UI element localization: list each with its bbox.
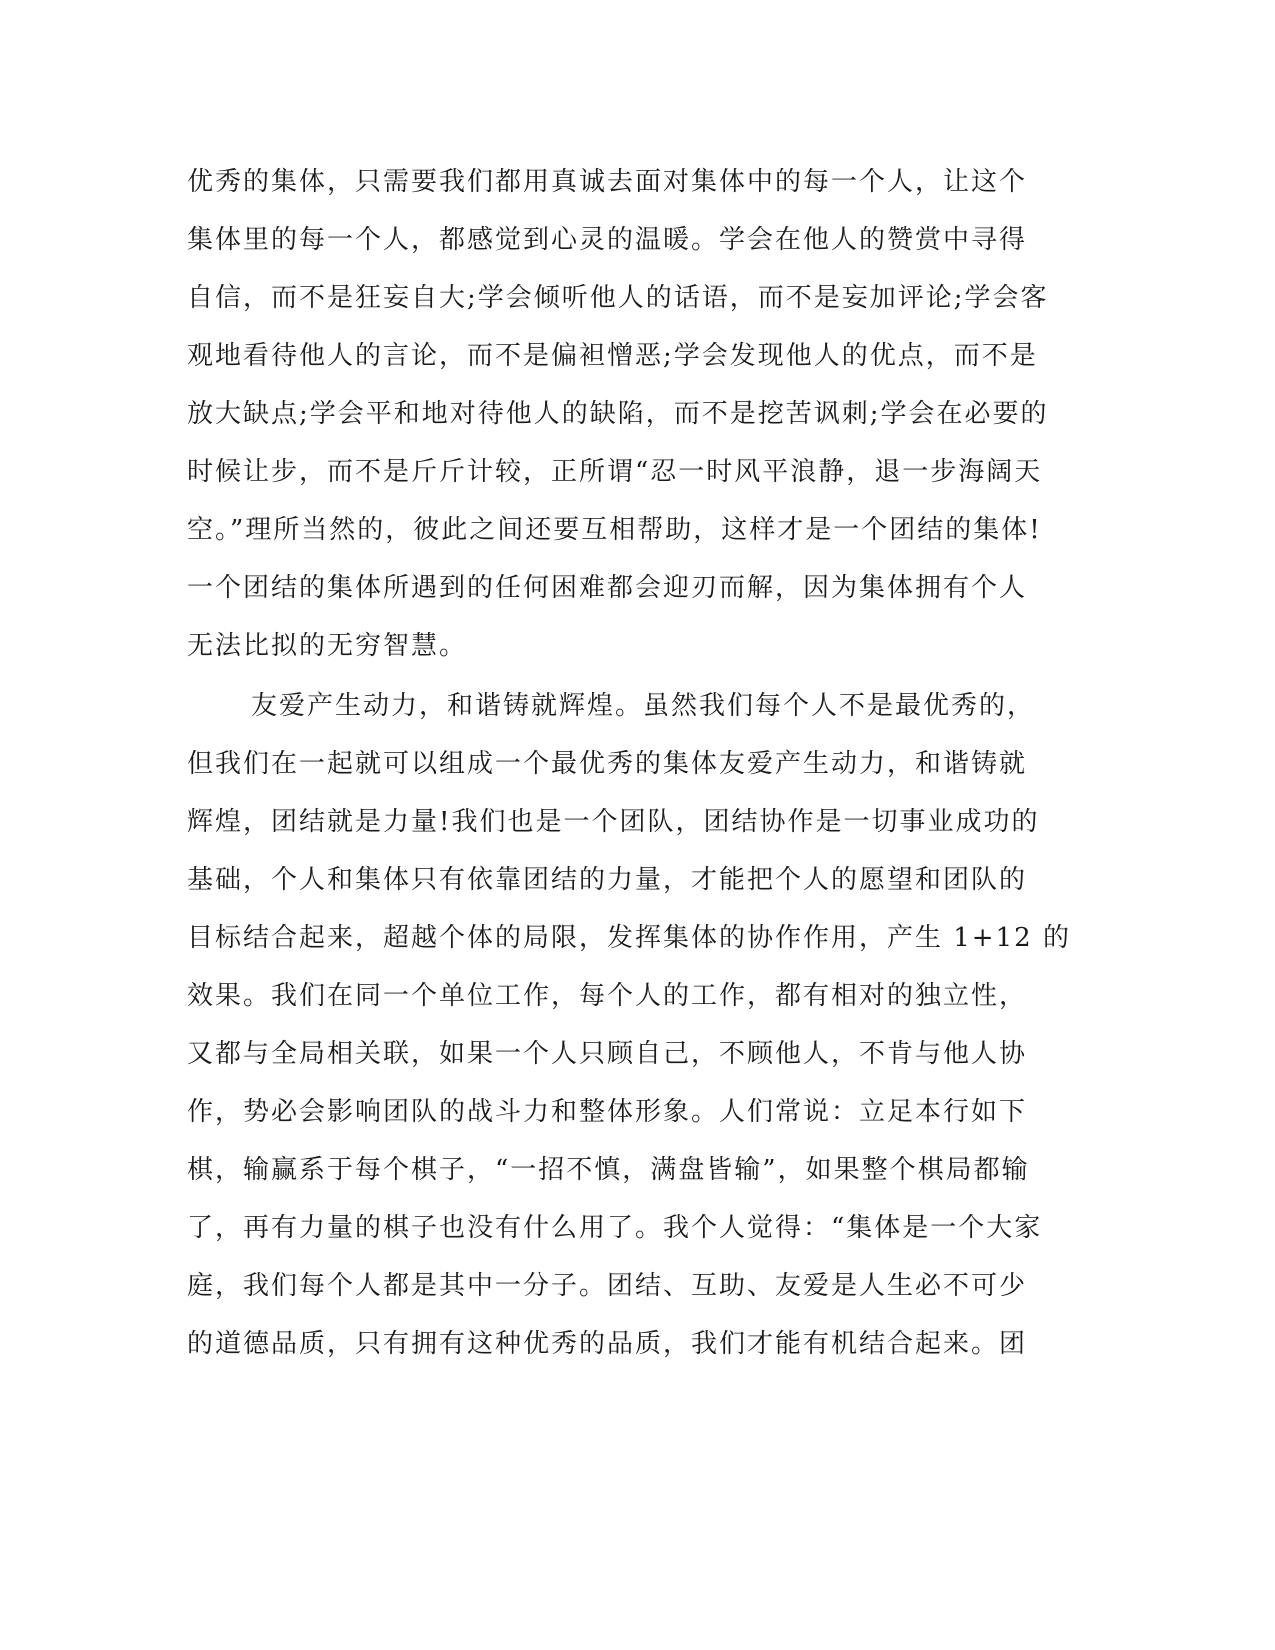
text-line: 的道德品质，只有拥有这种优秀的品质，我们才能有机结合起来。团 — [187, 1329, 1028, 1359]
text-line: 又都与全局相关联，如果一个人只顾自己，不顾他人，不肯与他人协 — [187, 1039, 1028, 1069]
text-line: 一个团结的集体所遇到的任何困难都会迎刃而解，因为集体拥有个人 — [187, 573, 1028, 603]
text-line: 目标结合起来，超越个体的局限，发挥集体的协作作用，产生 1+12 的 — [187, 923, 1071, 953]
text-line: 放大缺点;学会平和地对待他人的缺陷，而不是挖苦讽刺;学会在必要的 — [187, 399, 1049, 429]
text-line: 辉煌，团结就是力量!我们也是一个团队，团结协作是一切事业成功的 — [187, 807, 1040, 837]
text-line: 作，势必会影响团队的战斗力和整体形象。人们常说：立足本行如下 — [187, 1097, 1028, 1127]
paragraph-first-line: 友爱产生动力，和谐铸就辉煌。虽然我们每个人不是最优秀的， — [251, 691, 1036, 721]
text-line: 庭，我们每个人都是其中一分子。团结、互助、友爱是人生必不可少 — [187, 1271, 1028, 1301]
text-line: 优秀的集体，只需要我们都用真诚去面对集体中的每一个人，让这个 — [187, 167, 1028, 197]
text-line: 无法比拟的无穷智慧。 — [187, 631, 468, 661]
text-line: 自信，而不是狂妄自大;学会倾听他人的话语，而不是妄加评论;学会客 — [187, 283, 1049, 313]
text-line: 棋，输赢系于每个棋子，“一招不慎，满盘皆输”，如果整个棋局都输 — [187, 1155, 1030, 1185]
text-line: 空。”理所当然的，彼此之间还要互相帮助，这样才是一个团结的集体! — [187, 515, 1042, 545]
text-line: 观地看待他人的言论，而不是偏袒憎恶;学会发现他人的优点，而不是 — [187, 341, 1038, 371]
text-line: 集体里的每一个人，都感觉到心灵的温暖。学会在他人的赞赏中寻得 — [187, 225, 1028, 255]
text-line: 了，再有力量的棋子也没有什么用了。我个人觉得：“集体是一个大家 — [187, 1213, 1043, 1243]
text-line: 但我们在一起就可以组成一个最优秀的集体友爱产生动力，和谐铸就 — [187, 749, 1028, 779]
text-line: 基础，个人和集体只有依靠团结的力量，才能把个人的愿望和团队的 — [187, 865, 1028, 895]
text-line: 时候让步，而不是斤斤计较，正所谓“忍一时风平浪静，退一步海阔天 — [187, 457, 1043, 487]
text-line: 效果。我们在同一个单位工作，每个人的工作，都有相对的独立性， — [187, 981, 1028, 1011]
